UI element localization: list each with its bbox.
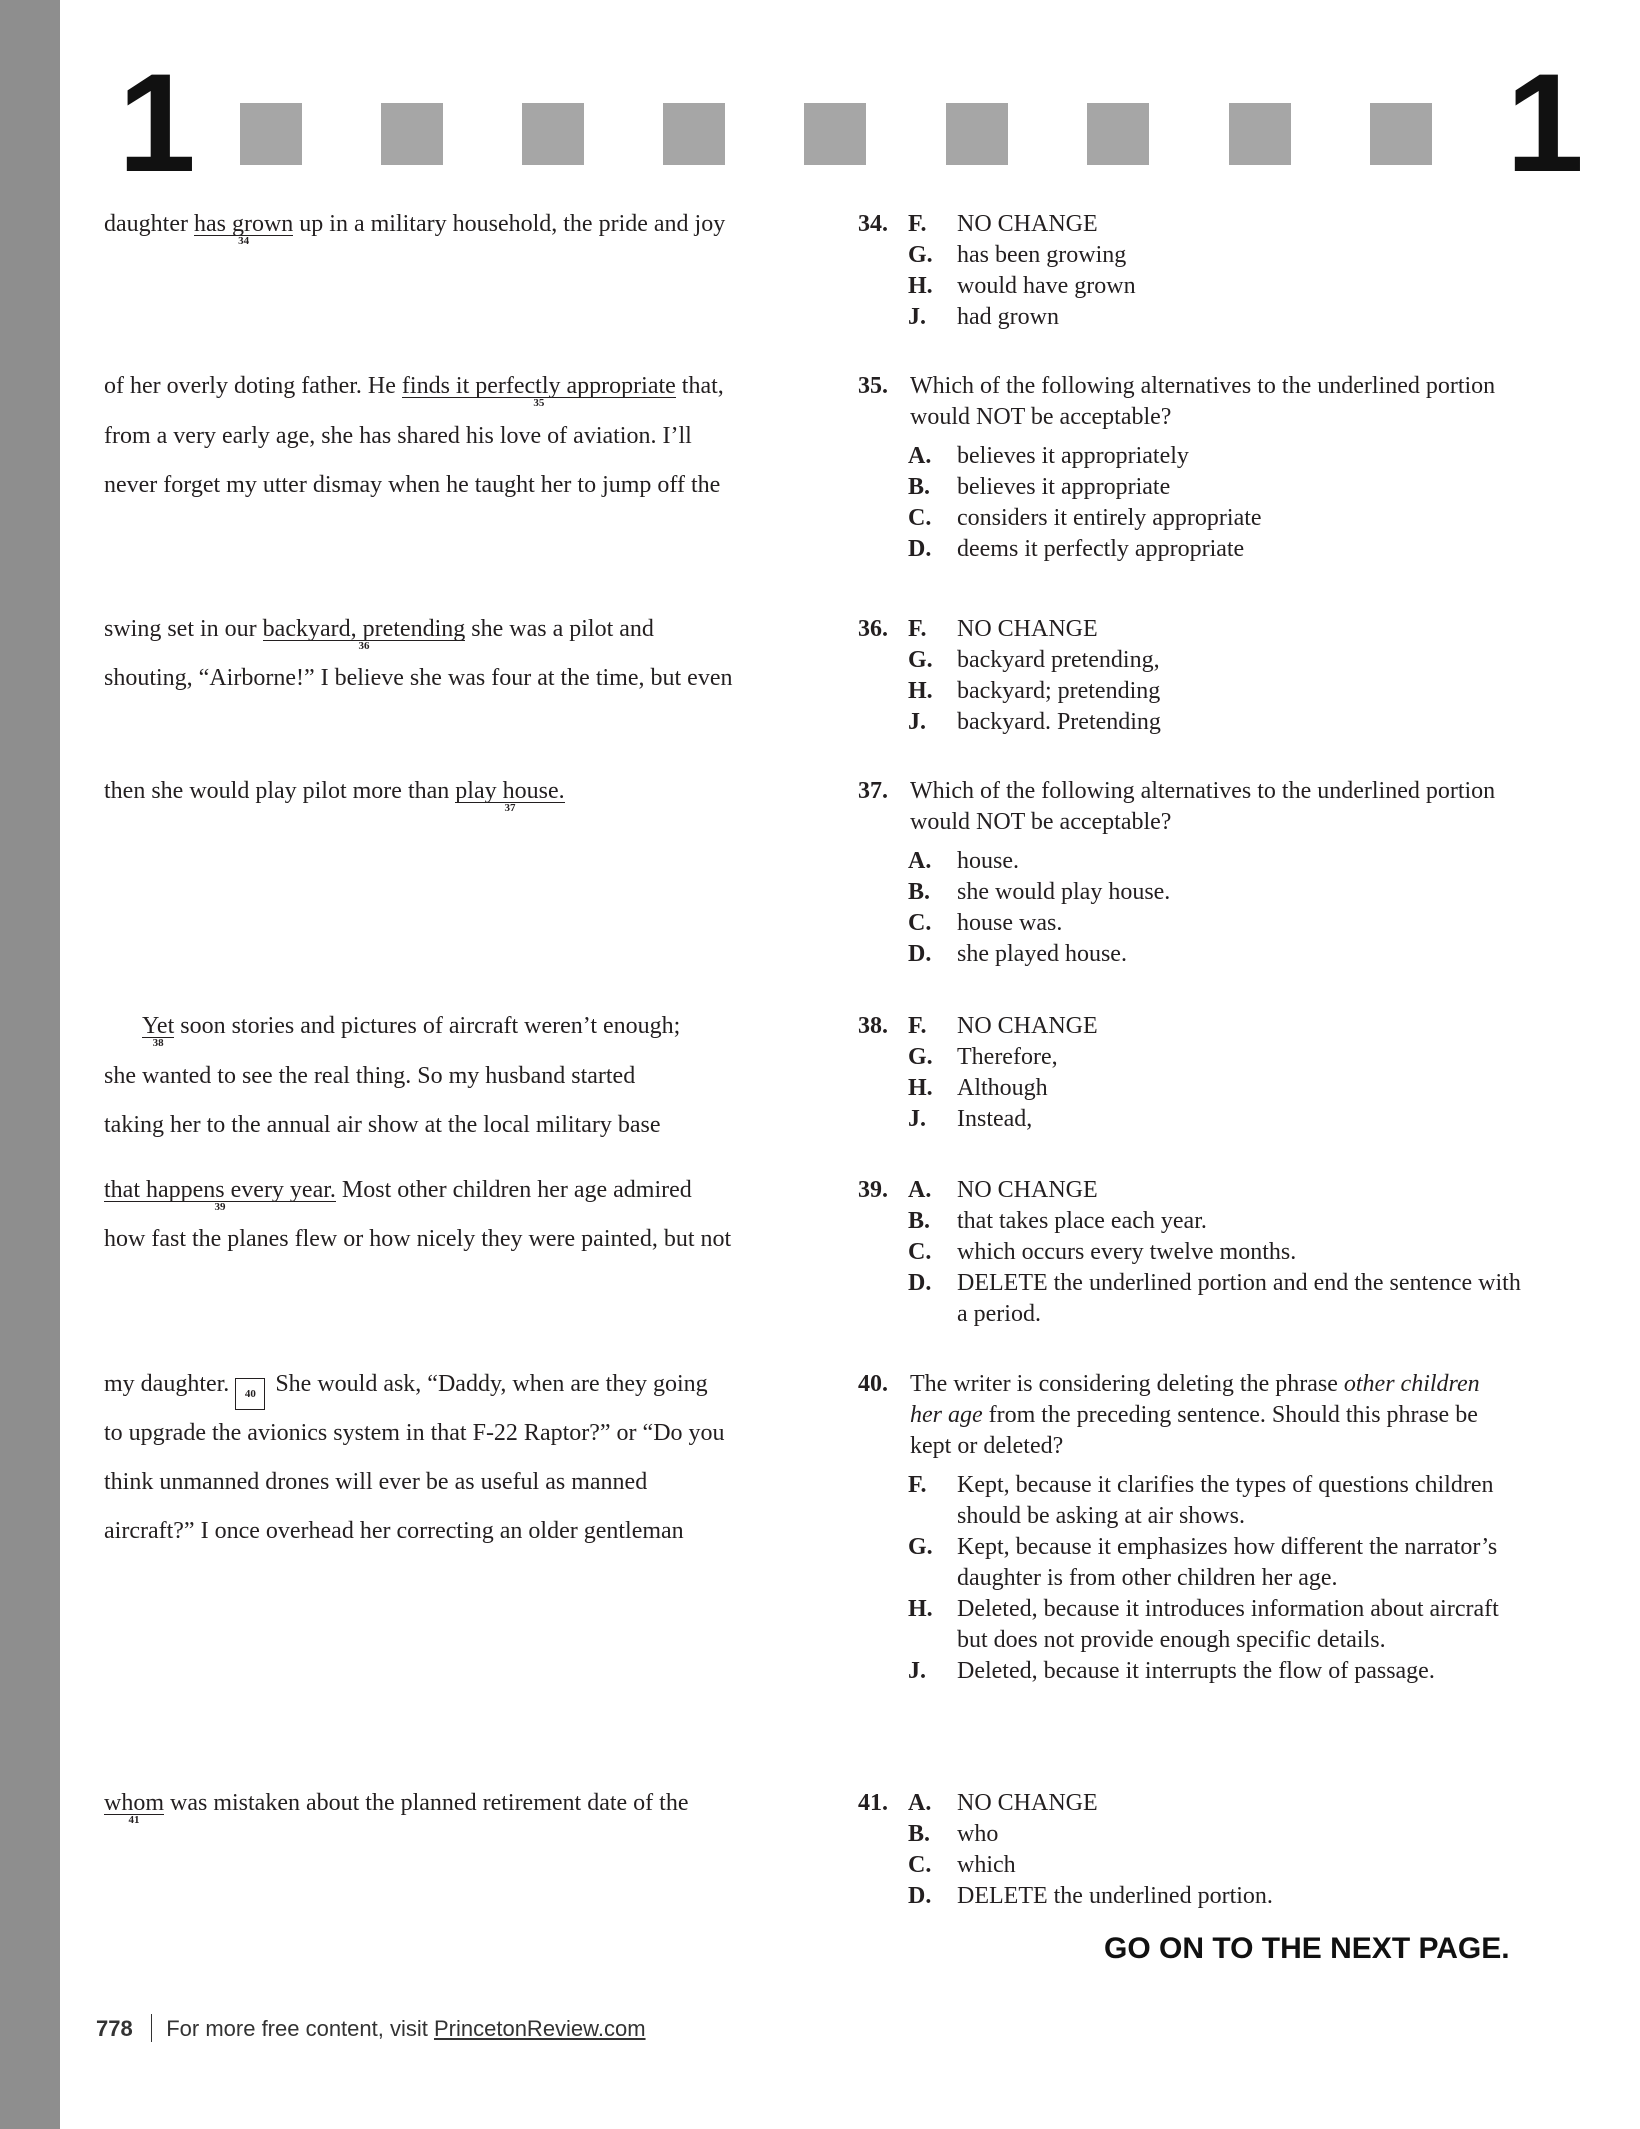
answer-option[interactable]: C. which — [908, 1852, 1016, 1878]
answer-option[interactable]: H. Deleted, because it introduces information about aircraft but does not provide enough specific details. — [908, 1596, 1499, 1653]
question-stem: her age from the preceding sentence. Should this phrase be — [910, 1402, 1478, 1428]
answer-option[interactable]: G. Kept, because it emphasizes how different the narrator’s daughter is from other children her age. — [908, 1534, 1498, 1591]
left-margin-bar — [0, 0, 60, 2129]
question-35 — [854, 371, 1554, 565]
question-37 — [854, 776, 1554, 970]
passage-line: shouting, “Airborne!” I believe she was four at the time, but even — [104, 665, 733, 691]
answer-option[interactable]: D. deems it perfectly appropriate — [908, 536, 1245, 562]
answer-option[interactable]: B. she would play house. — [908, 879, 1171, 905]
question-stem: Which of the following alternatives to the underlined portion — [910, 778, 1496, 804]
answer-option[interactable]: D. DELETE the underlined portion. — [908, 1883, 1273, 1909]
question-number: 36. — [858, 616, 888, 642]
question-36 — [854, 614, 1554, 738]
passage-line: my daughter. 40 She would ask, “Daddy, when are they going — [104, 1372, 804, 1410]
question-number: 40. — [858, 1371, 888, 1397]
answer-option[interactable]: H. would have grown — [908, 273, 1136, 299]
footer-divider — [151, 2014, 153, 2042]
underlined-portion[interactable]: whom 41 — [104, 1790, 164, 1826]
answer-option[interactable]: G. has been growing — [908, 242, 1127, 268]
question-number: 38. — [858, 1013, 888, 1039]
question-stem: Which of the following alternatives to the underlined portion — [910, 373, 1496, 399]
answer-option[interactable]: D. she played house. — [908, 941, 1127, 967]
answer-option[interactable]: G. Therefore, — [908, 1044, 1058, 1070]
underlined-portion[interactable]: Yet 38 — [142, 1013, 175, 1049]
answer-option[interactable]: F. NO CHANGE — [908, 616, 1098, 642]
passage-line: she wanted to see the real thing. So my husband started — [104, 1063, 636, 1089]
passage-line: whom 41 was mistaken about the planned retirement date of the — [104, 1790, 689, 1826]
question-41 — [854, 1788, 1554, 1912]
question-number: 39. — [858, 1177, 888, 1203]
header-square — [663, 103, 725, 165]
question-marker: 41 — [128, 1814, 140, 1826]
question-stem: The writer is considering deleting the phrase other children — [910, 1371, 1480, 1397]
header-square — [522, 103, 584, 165]
passage-line: taking her to the annual air show at the local military base — [104, 1112, 661, 1138]
question-marker: 39 — [214, 1201, 226, 1213]
page-number: 778 — [96, 2016, 133, 2041]
header-square — [240, 103, 302, 165]
underlined-portion[interactable]: backyard, pretending 36 — [262, 616, 466, 652]
question-marker: 36 — [358, 640, 370, 652]
section-number-left: 1 — [118, 44, 196, 201]
answer-option[interactable]: D. DELETE the underlined portion and end the sentence with a period. — [908, 1270, 1521, 1327]
question-number: 34. — [858, 211, 888, 237]
underlined-portion[interactable]: that happens every year. 39 — [104, 1177, 336, 1213]
passage-line: daughter has grown 34 up in a military household, the pride and joy — [104, 211, 726, 247]
answer-option[interactable]: C. which occurs every twelve months. — [908, 1239, 1297, 1265]
answer-option[interactable]: B. believes it appropriate — [908, 474, 1171, 500]
header-square — [1370, 103, 1432, 165]
passage-line: swing set in our backyard, pretending 36 she was a pilot and — [104, 616, 654, 652]
answer-option[interactable]: H. backyard; pretending — [908, 678, 1161, 704]
passage-line: how fast the planes flew or how nicely they were painted, but not — [104, 1226, 732, 1252]
answer-option[interactable]: A. believes it appropriately — [908, 443, 1189, 469]
header-square — [381, 103, 443, 165]
go-on-notice: GO ON TO THE NEXT PAGE. — [1104, 1932, 1510, 1965]
answer-option[interactable]: A. house. — [908, 848, 1019, 874]
underlined-portion[interactable]: has grown 34 — [193, 211, 294, 247]
passage-line: from a very early age, she has shared his love of aviation. I’ll — [104, 423, 692, 449]
question-box-marker[interactable]: 40 — [235, 1378, 265, 1410]
answer-option[interactable]: J. had grown — [908, 304, 1059, 330]
answer-option[interactable]: F. NO CHANGE — [908, 1013, 1098, 1039]
answer-option[interactable]: J. Instead, — [908, 1106, 1033, 1132]
answer-option[interactable]: B. who — [908, 1821, 999, 1847]
passage-line: think unmanned drones will ever be as useful as manned — [104, 1469, 648, 1495]
question-marker: 38 — [152, 1037, 164, 1049]
passage-line: to upgrade the avionics system in that F-22 Raptor?” or “Do you — [104, 1420, 725, 1446]
underlined-portion[interactable]: play house. 37 — [455, 778, 565, 814]
question-34 — [854, 209, 1554, 333]
question-number: 37. — [858, 778, 888, 804]
answer-option[interactable]: C. house was. — [908, 910, 1063, 936]
answer-option[interactable]: B. that takes place each year. — [908, 1208, 1207, 1234]
passage-line: that happens every year. 39 Most other children her age admired — [104, 1177, 692, 1213]
header-square — [946, 103, 1008, 165]
question-marker: 37 — [504, 802, 516, 814]
passage-line: then she would play pilot more than play house. 37 — [104, 778, 565, 814]
answer-option[interactable]: F. Kept, because it clarifies the types of questions children should be asking at air shows. — [908, 1472, 1494, 1529]
question-40 — [854, 1369, 1554, 1687]
question-39 — [854, 1175, 1554, 1330]
answer-option[interactable]: J. Deleted, because it interrupts the flow of passage. — [908, 1658, 1435, 1684]
answer-option[interactable]: F. NO CHANGE — [908, 211, 1098, 237]
header-square — [804, 103, 866, 165]
question-number: 41. — [858, 1790, 888, 1816]
passage-line: Yet 38 soon stories and pictures of aircraft weren’t enough; — [142, 1013, 681, 1049]
question-marker: 35 — [533, 397, 545, 409]
header-square — [1229, 103, 1291, 165]
question-number: 35. — [858, 373, 888, 399]
section-number-right: 1 — [1506, 44, 1584, 201]
question-stem: would NOT be acceptable? — [910, 809, 1172, 835]
question-38 — [854, 1011, 1554, 1135]
footer-text: For more free content, visit — [166, 2016, 434, 2041]
answer-option[interactable]: A. NO CHANGE — [908, 1177, 1098, 1203]
footer-link[interactable]: PrincetonReview.com — [433, 2016, 646, 2041]
answer-option[interactable]: G. backyard pretending, — [908, 647, 1160, 673]
question-stem: would NOT be acceptable? — [910, 404, 1172, 430]
passage-line: never forget my utter dismay when he taught her to jump off the — [104, 472, 721, 498]
page-footer — [96, 2014, 646, 2042]
question-stem: kept or deleted? — [910, 1433, 1064, 1459]
question-marker: 34 — [238, 235, 250, 247]
underlined-portion[interactable]: finds it perfectly appropriate 35 — [401, 373, 676, 409]
passage-line: of her overly doting father. He finds it perfectly appropriate 35 that, — [104, 373, 724, 409]
header-square — [1087, 103, 1149, 165]
passage-line: aircraft?” I once overhead her correcting an older gentleman — [104, 1518, 684, 1544]
answer-option[interactable]: H. Although — [908, 1075, 1048, 1101]
answer-option[interactable]: J. backyard. Pretending — [908, 709, 1161, 735]
answer-option[interactable]: A. NO CHANGE — [908, 1790, 1098, 1816]
answer-option[interactable]: C. considers it entirely appropriate — [908, 505, 1262, 531]
